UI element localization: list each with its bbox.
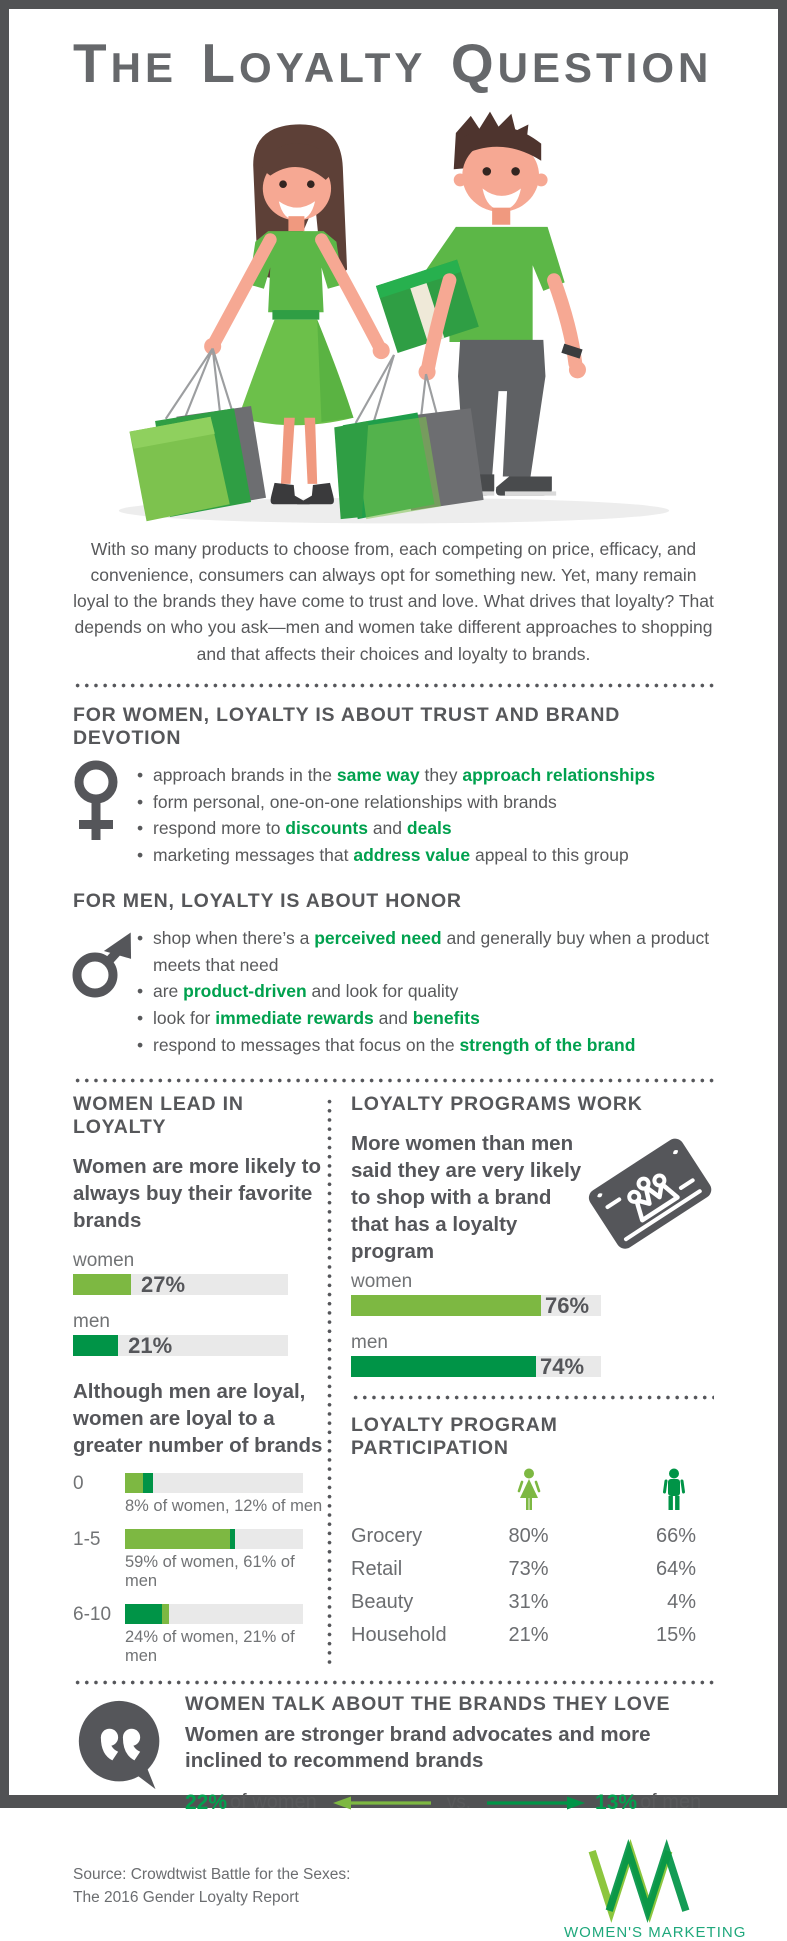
bullet-item: • respond more to discounts and deals xyxy=(137,815,655,842)
dotted-divider xyxy=(73,1680,714,1685)
source-line: The 2016 Gender Loyalty Report xyxy=(73,1889,299,1907)
vertical-dotted-divider xyxy=(327,1097,332,1665)
brand-count-caption: 24% of women, 21% of men xyxy=(125,1627,295,1665)
logo-text: WOMEN'S MARKETING xyxy=(564,1923,747,1941)
source-note xyxy=(73,1849,350,1910)
advocacy-heading: WOMEN TALK ABOUT THE BRANDS THEY LOVE xyxy=(185,1692,671,1715)
female-symbol-icon xyxy=(73,760,137,868)
men-stat: 13% xyxy=(595,1790,638,1814)
segment-men xyxy=(143,1473,154,1493)
participation-category: Grocery xyxy=(351,1525,423,1548)
men-bullet-list xyxy=(137,925,713,1058)
brand-count-intro: Although men are loyal, women are loyal to a greater number of brands xyxy=(73,1380,323,1458)
participation-value-women: 31% xyxy=(508,1591,549,1614)
programs-work-heading: LOYALTY PROGRAMS WORK xyxy=(351,1093,643,1116)
dotted-divider xyxy=(73,1078,714,1083)
bar-fill-men xyxy=(351,1356,536,1377)
brand-count-label: 1-5 xyxy=(73,1528,101,1550)
segment-men xyxy=(125,1604,162,1624)
brand-count-label: 6-10 xyxy=(73,1603,112,1625)
woman-icon xyxy=(481,1468,576,1519)
loyalty-card-icon xyxy=(584,1122,714,1262)
bar-value: 74% xyxy=(540,1354,585,1380)
bullet-item: • look for immediate rewards and benefits xyxy=(137,1005,713,1032)
bullet-item: • respond to messages that focus on the strength of the brand xyxy=(137,1032,713,1059)
brand-count-caption: 59% of women, 61% of men xyxy=(125,1552,295,1590)
bar-women-favorite xyxy=(73,1272,288,1298)
participation-value-women: 21% xyxy=(508,1624,549,1647)
programs-work-intro: More women than men said they are very likely to shop with a brand that has a loyalty program xyxy=(351,1132,582,1264)
participation-category: Beauty xyxy=(351,1591,414,1614)
bullet-item: • form personal, one-on-one relationships with brands xyxy=(137,789,655,816)
participation-value-women: 80% xyxy=(508,1525,549,1548)
participation-table xyxy=(351,1468,714,1651)
bar-fill-men xyxy=(73,1335,118,1356)
intro-paragraph: With so many products to choose from, each competing on price, efficacy, and convenience, consumers can always opt for something new. Yet, many remain loyal to the brands they have come to trust and love. What drives that loyalty? That depends on who you ask—men and women take different approaches to shopping and that affects their choices and loyalty to brands. xyxy=(73,538,714,664)
bullet-item: • are product-driven and look for quality xyxy=(137,978,713,1005)
women-stat-suffix: of women xyxy=(230,1791,317,1814)
title-part: L xyxy=(201,32,240,94)
brand-count-caption: 8% of women, 12% of men xyxy=(125,1496,323,1515)
bar-label-men: men xyxy=(351,1332,388,1354)
logo-mark-icon xyxy=(580,1849,698,1915)
brand-count-row-1 xyxy=(73,1529,323,1591)
bullet-item: • approach brands in the same way they approach relationships xyxy=(137,762,655,789)
bar-value: 27% xyxy=(141,1272,186,1298)
arrow-right-icon xyxy=(485,1796,585,1810)
footer xyxy=(73,1849,747,1941)
bar-fill-women xyxy=(351,1295,541,1316)
advocacy-section xyxy=(73,1693,714,1815)
participation-category: Household xyxy=(351,1624,447,1647)
arrow-left-icon xyxy=(333,1796,433,1810)
bar-women-program xyxy=(351,1293,601,1319)
bar-value: 76% xyxy=(545,1293,590,1319)
brand-count-row-0 xyxy=(73,1473,323,1516)
participation-category: Retail xyxy=(351,1558,403,1581)
advocacy-intro: Women are stronger brand advocates and more inclined to recommend brands xyxy=(185,1722,651,1773)
man-icon xyxy=(576,1468,714,1519)
loyalty-programs-panel xyxy=(351,1093,714,1665)
male-symbol-icon xyxy=(73,923,137,1058)
womens-marketing-logo xyxy=(564,1849,747,1941)
participation-value-women: 73% xyxy=(508,1558,549,1581)
page-title xyxy=(73,31,714,95)
brand-count-bar xyxy=(125,1473,303,1493)
brand-count-label: 0 xyxy=(73,1472,84,1494)
participation-value-men: 64% xyxy=(655,1558,696,1581)
men-stat-suffix: of men xyxy=(640,1791,702,1814)
bar-label-women: women xyxy=(351,1271,413,1293)
brand-count-bar xyxy=(125,1529,303,1549)
participation-value-men: 15% xyxy=(655,1624,696,1647)
participation-value-men: 66% xyxy=(655,1525,696,1548)
bar-men-favorite xyxy=(73,1333,288,1359)
title-part: HE xyxy=(110,44,177,91)
brand-count-row-2 xyxy=(73,1604,323,1666)
segment-women xyxy=(125,1473,143,1493)
participation-heading: LOYALTY PROGRAM PARTICIPATION xyxy=(351,1414,558,1460)
bullet-item: • shop when there’s a perceived need and generally buy when a product meets that need xyxy=(137,925,713,978)
segment-men xyxy=(230,1529,235,1549)
couple-shopping-illustration xyxy=(74,101,714,528)
title-part: Q xyxy=(450,32,498,94)
segment-women xyxy=(162,1604,169,1624)
bar-fill-women xyxy=(73,1274,131,1295)
bar-men-program xyxy=(351,1354,601,1380)
bar-value: 21% xyxy=(128,1333,173,1359)
shopping-bags-left xyxy=(129,348,266,521)
segment-women xyxy=(125,1529,230,1549)
quote-bubble-icon xyxy=(73,1699,169,1791)
bar-label-women: women xyxy=(73,1250,135,1272)
vs-label: vs. xyxy=(446,1791,472,1813)
men-section-heading: FOR MEN, LOYALTY IS ABOUT HONOR xyxy=(73,890,462,913)
title-part: T xyxy=(73,32,111,94)
lead-loyalty-heading: WOMEN LEAD IN LOYALTY xyxy=(73,1093,244,1139)
source-line: Source: Crowdtwist Battle for the Sexes: xyxy=(73,1865,351,1883)
title-part: UESTION xyxy=(497,44,713,91)
title-part: OYALTY xyxy=(239,44,427,91)
women-bullet-list xyxy=(137,762,655,868)
women-stat: 22% xyxy=(185,1790,228,1814)
women-lead-loyalty-panel xyxy=(73,1093,323,1665)
women-section-heading: FOR WOMEN, LOYALTY IS ABOUT TRUST AND BRAND DEVOTION xyxy=(73,703,621,749)
lead-loyalty-intro: Women are more likely to always buy their favorite brands xyxy=(73,1155,321,1233)
advocacy-stats xyxy=(185,1791,714,1815)
dotted-divider xyxy=(351,1395,714,1400)
brand-count-bar xyxy=(125,1604,303,1624)
bullet-item: • marketing messages that address value appeal to this group xyxy=(137,842,655,869)
bar-label-men: men xyxy=(73,1311,110,1333)
dotted-divider xyxy=(73,683,714,688)
participation-value-men: 4% xyxy=(667,1591,696,1614)
